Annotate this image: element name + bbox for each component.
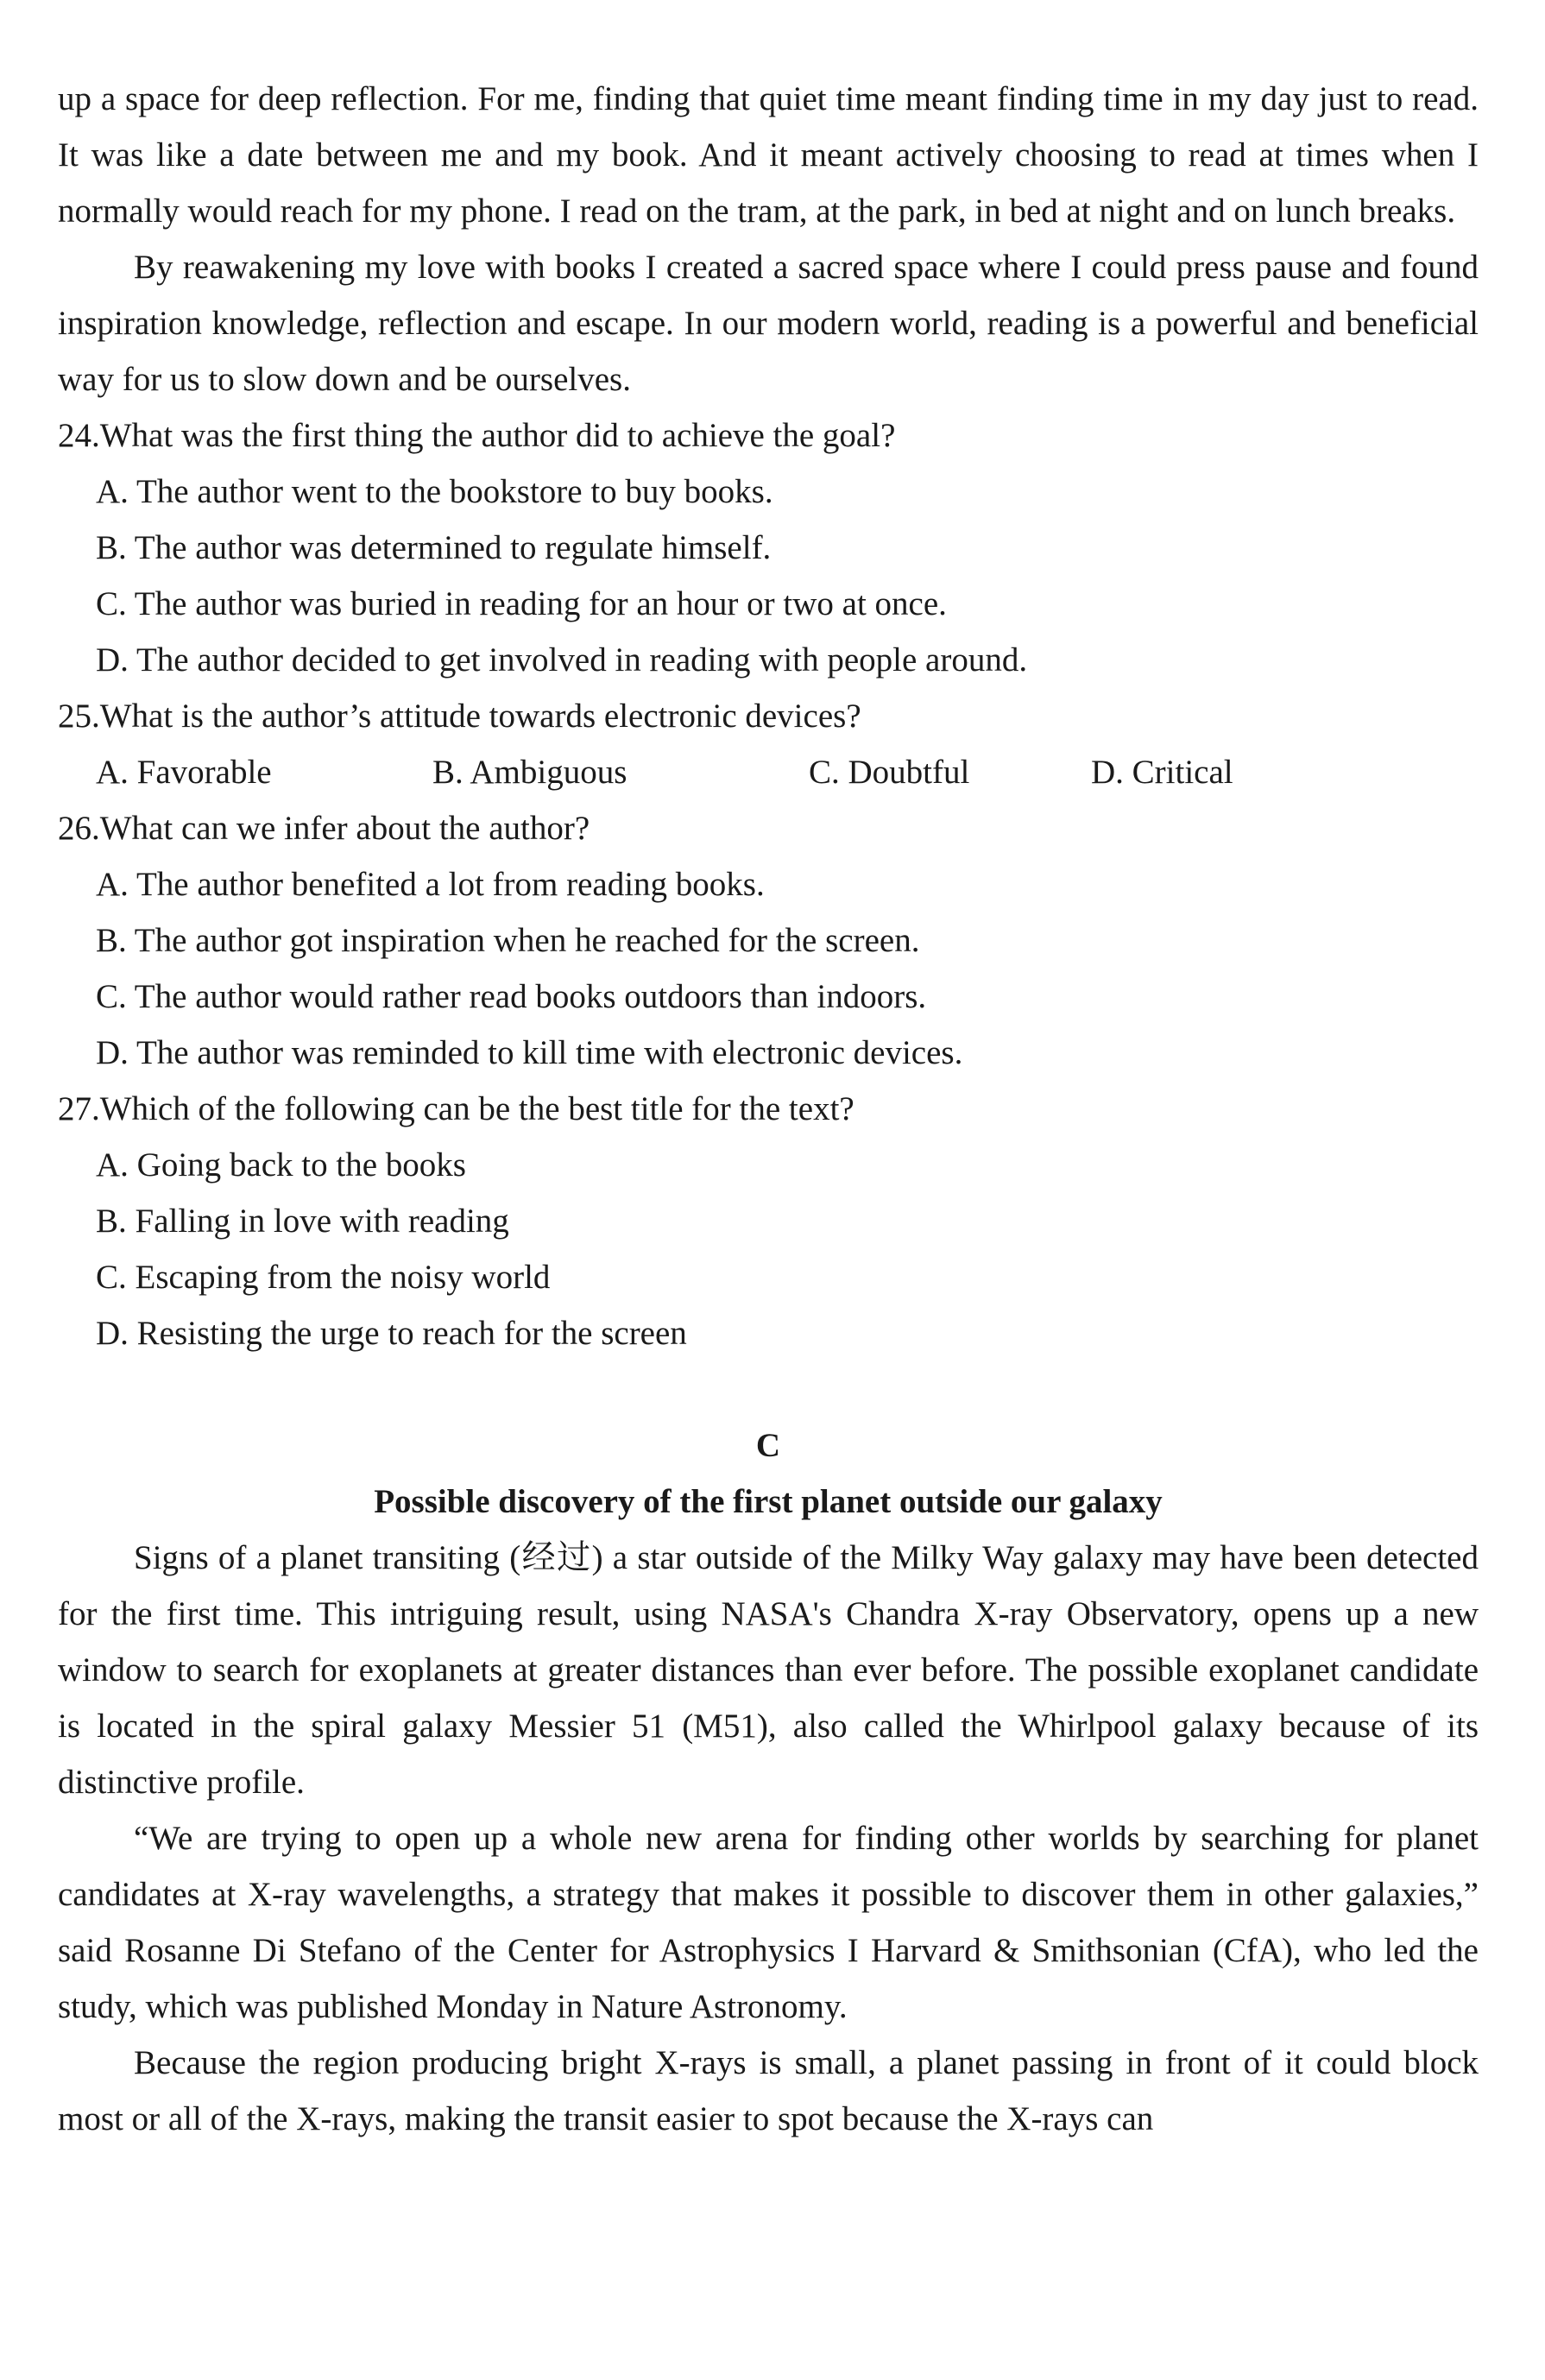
question-26-option-a: A. The author benefited a lot from reading books. xyxy=(96,866,765,903)
question-27-option-b: B. Falling in love with reading xyxy=(96,1203,509,1240)
question-24-option-c: C. The author was buried in reading for an hour or two at once. xyxy=(96,585,947,622)
question-27-option-a: A. Going back to the books xyxy=(96,1146,466,1184)
passage-c-paragraph-3: Because the region producing bright X-rays is small, a planet passing in front of it could block most or all of the X-rays, making the transit easier to spot because the X-rays can xyxy=(58,2044,1479,2137)
passage-c-paragraph-2: “We are trying to open up a whole new arena for finding other worlds by searching for planet candidates at X-ray wavelengths, a strategy that makes it possible to discover them in other galaxies,” said Rosanne Di Stefano of the Center for Astrophysics I Harvard & Smithsonian (CfA), who led the study, which was published Monday in Nature Astronomy. xyxy=(58,1820,1479,2025)
question-25-stem: 25.What is the author’s attitude towards electronic devices? xyxy=(58,698,861,735)
document-page xyxy=(58,71,1479,2147)
question-26-option-b: B. The author got inspiration when he reached for the screen. xyxy=(96,922,920,959)
question-26-stem: 26.What can we infer about the author? xyxy=(58,810,590,847)
passage-b-paragraph-1: up a space for deep reflection. For me, finding that quiet time meant finding time in my day just to read. It was like a date between me and my book. And it meant actively choosing to read at times when I normally would reach for my phone. I read on the tram, at the park, in bed at night and on lunch breaks. xyxy=(58,80,1479,230)
question-24-option-b: B. The author was determined to regulate himself. xyxy=(96,529,772,566)
question-24-option-d: D. The author decided to get involved in reading with people around. xyxy=(96,641,1028,679)
question-25-option-c: C. Doubtful xyxy=(809,754,970,791)
passage-c-paragraph-1: Signs of a planet transiting (经过) a star outside of the Milky Way galaxy may have been detected for the first time. This intriguing result, using NASA's Chandra X-ray Observatory, opens up a new window to search for exoplanets at greater distances than ever before. The possible exoplanet candidate is located in the spiral galaxy Messier 51 (M51), also called the Whirlpool galaxy because of its distinctive profile. xyxy=(58,1539,1479,1801)
question-26-option-d: D. The author was reminded to kill time with electronic devices. xyxy=(96,1034,963,1071)
question-25-option-d: D. Critical xyxy=(1091,754,1233,791)
question-26-option-c: C. The author would rather read books outdoors than indoors. xyxy=(96,978,927,1015)
question-25-option-b: B. Ambiguous xyxy=(432,754,627,791)
question-27-stem: 27.Which of the following can be the best title for the text? xyxy=(58,1090,854,1127)
section-spacer xyxy=(58,1361,1479,1417)
passage-c-title: Possible discovery of the first planet outside our galaxy xyxy=(374,1483,1163,1520)
passage-b-paragraph-2: By reawakening my love with books I created a sacred space where I could press pause and found inspiration knowledge, reflection and escape. In our modern world, reading is a powerful and beneficial way for us to slow down and be ourselves. xyxy=(58,249,1479,398)
question-24-stem: 24.What was the first thing the author did to achieve the goal? xyxy=(58,417,896,454)
question-25-options xyxy=(58,744,1479,800)
question-25-option-a: A. Favorable xyxy=(96,754,272,791)
question-27-option-d: D. Resisting the urge to reach for the screen xyxy=(96,1315,687,1352)
section-letter: C xyxy=(755,1427,781,1464)
question-24-option-a: A. The author went to the bookstore to buy books. xyxy=(96,473,773,510)
question-27-option-c: C. Escaping from the noisy world xyxy=(96,1259,551,1296)
